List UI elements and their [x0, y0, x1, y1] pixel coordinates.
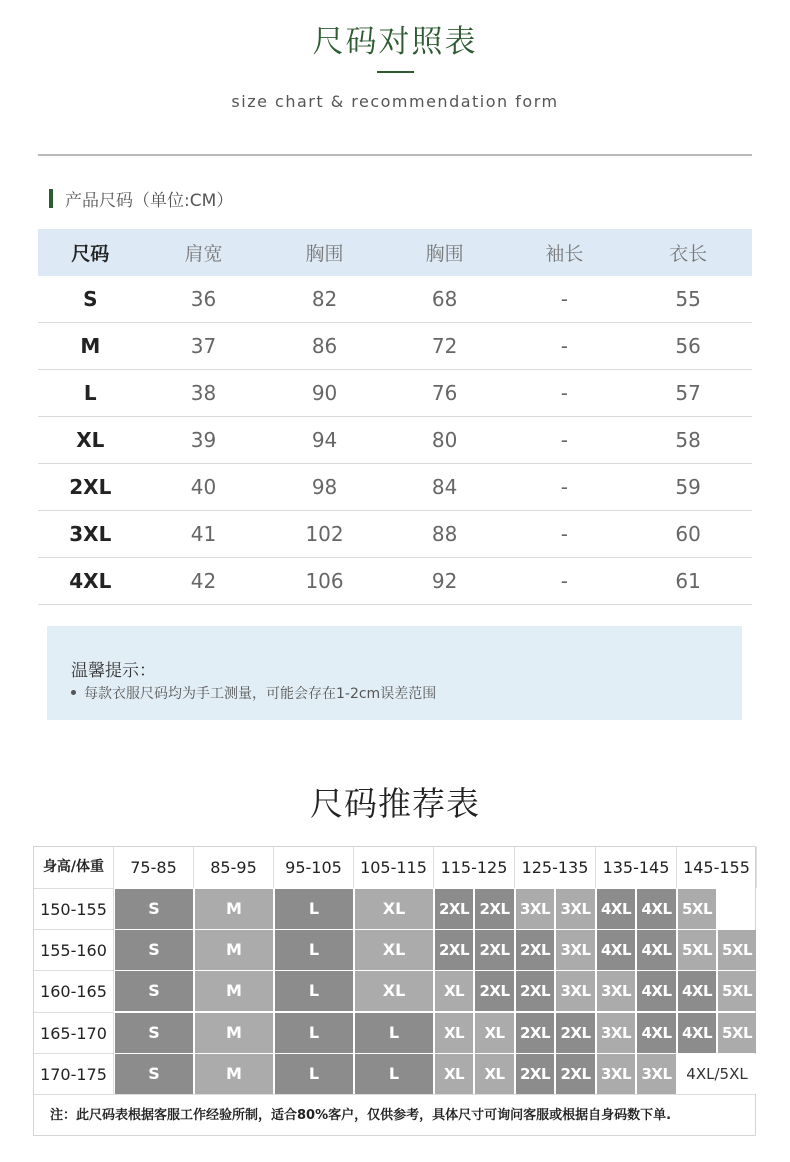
section-marker-icon [49, 189, 53, 208]
size-value: 106 [264, 558, 384, 605]
size-value: 57 [624, 370, 752, 417]
size-value: 42 [143, 558, 265, 605]
size-cell: 2XL [475, 930, 514, 970]
size-cell: 3XL [556, 930, 595, 970]
size-value: - [505, 511, 625, 558]
size-cell: L [275, 1013, 353, 1053]
size-row [38, 511, 752, 558]
tips-title: 温馨提示： [71, 661, 156, 681]
size-cell: 3XL [597, 1054, 635, 1094]
size-cell: 5XL [718, 971, 756, 1011]
size-cell: XL [475, 1054, 514, 1094]
size-row [38, 276, 752, 323]
recommend-table [33, 846, 756, 1136]
size-label: XL [38, 417, 143, 464]
size-cell: L [275, 889, 353, 929]
size-label: L [38, 370, 143, 417]
size-value: 82 [264, 276, 384, 323]
weight-range: 75-85 [114, 847, 194, 888]
size-value: - [505, 323, 625, 370]
height-range: 165-170 [34, 1012, 114, 1053]
size-cell: XL [355, 889, 433, 929]
size-cell: 2XL [516, 1054, 554, 1094]
size-cell: 3XL [597, 971, 635, 1011]
size-cell: L [275, 1054, 353, 1094]
size-value: 90 [264, 370, 384, 417]
header-sleeve: 袖长 [505, 229, 625, 276]
size-row [38, 370, 752, 417]
size-cell: S [115, 930, 193, 970]
size-cell: 3XL [556, 971, 595, 1011]
size-cell: XL [435, 1054, 473, 1094]
size-row [38, 323, 752, 370]
size-value: - [505, 558, 625, 605]
title-underline [377, 71, 414, 73]
size-label: 3XL [38, 511, 143, 558]
recommend-title: 尺码推荐表 [310, 784, 480, 823]
size-cell: S [115, 1013, 193, 1053]
size-value: 60 [624, 511, 752, 558]
bullet-icon [71, 690, 76, 695]
size-row [38, 558, 752, 605]
size-value: 98 [264, 464, 384, 511]
weight-range: 115-125 [434, 847, 515, 888]
size-value: 41 [143, 511, 265, 558]
size-cell: M [195, 889, 273, 929]
weight-range: 125-135 [515, 847, 596, 888]
header-chest-2: 胸围 [385, 229, 505, 276]
size-table [38, 229, 752, 605]
size-value: - [505, 417, 625, 464]
size-cell: 5XL [678, 889, 716, 929]
size-cell: M [195, 930, 273, 970]
size-value: 58 [624, 417, 752, 464]
size-cell: 2XL [556, 1054, 595, 1094]
size-label: S [38, 276, 143, 323]
size-cell: M [195, 1054, 273, 1094]
size-label: 4XL [38, 558, 143, 605]
size-value: 102 [264, 511, 384, 558]
size-value: - [505, 370, 625, 417]
weight-range: 105-115 [354, 847, 434, 888]
size-cell: L [275, 930, 353, 970]
size-cell: 2XL [475, 971, 514, 1011]
size-table-header-row [38, 229, 752, 276]
size-cell: S [115, 1054, 193, 1094]
size-cell: XL [355, 930, 433, 970]
size-cell: 5XL [718, 1013, 756, 1053]
header-chest: 胸围 [264, 229, 384, 276]
size-cell: S [115, 971, 193, 1011]
size-value: 86 [264, 323, 384, 370]
size-cell: 4XL/5XL [678, 1054, 756, 1094]
size-cell: 2XL [435, 889, 473, 929]
size-value: 38 [143, 370, 265, 417]
height-range: 170-175 [34, 1053, 114, 1094]
size-value: 84 [385, 464, 505, 511]
tips-box [47, 626, 742, 720]
tips-line-text: 每款衣服尺码均为手工测量，可能会存在1-2cm误差范围 [84, 686, 437, 702]
height-range: 150-155 [34, 888, 114, 929]
recommend-corner: 身高/体重 [34, 847, 114, 888]
page-subtitle: size chart & recommendation form [231, 92, 559, 111]
size-row [38, 417, 752, 464]
size-value: 55 [624, 276, 752, 323]
size-value: 37 [143, 323, 265, 370]
size-cell: L [355, 1054, 433, 1094]
size-value: 72 [385, 323, 505, 370]
size-value: 61 [624, 558, 752, 605]
size-value: 92 [385, 558, 505, 605]
size-cell: L [355, 1013, 433, 1053]
size-section-label-text: 产品尺码（单位:CM） [65, 191, 234, 211]
size-cell: 5XL [678, 930, 716, 970]
size-cell: 4XL [637, 930, 676, 970]
size-cell: XL [355, 971, 433, 1011]
size-cell: 2XL [516, 1013, 554, 1053]
size-value: 76 [385, 370, 505, 417]
size-cell: XL [475, 1013, 514, 1053]
size-cell: M [195, 1013, 273, 1053]
weight-range: 85-95 [194, 847, 274, 888]
size-value: - [505, 464, 625, 511]
size-value: 36 [143, 276, 265, 323]
size-cell: 3XL [597, 1013, 635, 1053]
size-value: 94 [264, 417, 384, 464]
recommend-note: 注：此尺码表根据客服工作经验所制，适合80%客户，仅供参考，具体尺寸可询问客服或根据自身码数下单. [34, 1094, 755, 1135]
size-cell: 2XL [516, 971, 554, 1011]
header-size: 尺码 [38, 229, 143, 276]
size-cell: M [195, 971, 273, 1011]
size-cell: 2XL [516, 930, 554, 970]
size-cell: XL [435, 1013, 473, 1053]
size-cell: 4XL [597, 930, 635, 970]
size-value: 88 [385, 511, 505, 558]
weight-range: 95-105 [274, 847, 354, 888]
divider [38, 154, 752, 156]
size-cell: 2XL [435, 930, 473, 970]
size-cell: 4XL [637, 889, 676, 929]
size-cell: S [115, 889, 193, 929]
page-title: 尺码对照表 [312, 24, 478, 60]
size-cell: 4XL [597, 889, 635, 929]
height-range: 155-160 [34, 929, 114, 970]
size-cell: 4XL [637, 1013, 676, 1053]
size-label: M [38, 323, 143, 370]
size-value: - [505, 276, 625, 323]
size-cell: 4XL [678, 971, 716, 1011]
size-cell: L [275, 971, 353, 1011]
height-range: 160-165 [34, 970, 114, 1011]
size-value: 68 [385, 276, 505, 323]
size-cell: XL [435, 971, 473, 1011]
size-cell: 3XL [516, 889, 554, 929]
tips-line [71, 683, 436, 703]
size-value: 56 [624, 323, 752, 370]
header-shoulder: 肩宽 [143, 229, 265, 276]
size-cell: 3XL [637, 1054, 676, 1094]
size-value: 59 [624, 464, 752, 511]
size-cell: 4XL [637, 971, 676, 1011]
size-value: 40 [143, 464, 265, 511]
weight-range: 145-155 [677, 847, 757, 888]
size-value: 80 [385, 417, 505, 464]
size-section-label [49, 186, 233, 211]
header-length: 衣长 [624, 229, 752, 276]
size-cell: 5XL [718, 930, 756, 970]
size-cell: 3XL [556, 889, 595, 929]
size-row [38, 464, 752, 511]
weight-range: 135-145 [596, 847, 677, 888]
size-value: 39 [143, 417, 265, 464]
size-cell: 2XL [475, 889, 514, 929]
size-label: 2XL [38, 464, 143, 511]
size-cell: 4XL [678, 1013, 716, 1053]
size-cell: 2XL [556, 1013, 595, 1053]
